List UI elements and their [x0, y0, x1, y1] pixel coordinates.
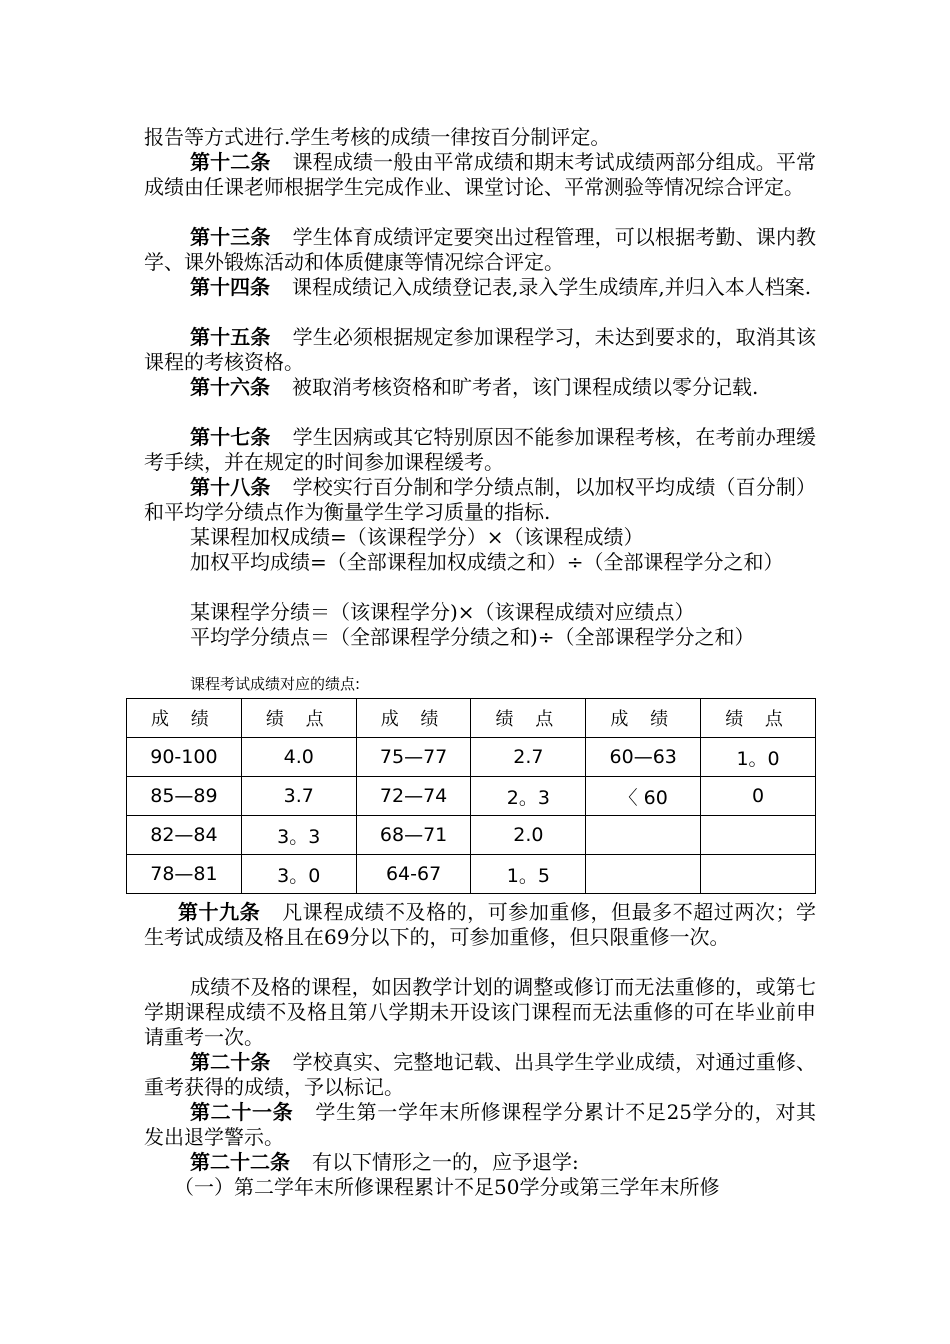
article-12 — [144, 150, 816, 200]
table-cell — [586, 816, 701, 855]
header-cell: 绩 点 — [241, 699, 356, 738]
table-cell: 68—71 — [356, 816, 471, 855]
table-cell: 3。0 — [241, 855, 356, 894]
article-15-title: 第十五条 — [190, 325, 271, 349]
table-row — [127, 816, 816, 855]
table-cell: 2。3 — [471, 777, 586, 816]
formula-weighted-score: 某课程加权成绩=（该课程学分）×（该课程成绩） — [190, 525, 644, 549]
article-18-text: 学校实行百分制和学分绩点制，以加权平均成绩（百分制）和平均学分绩点作为衡量学生学习质量的指标. — [144, 475, 817, 524]
table-cell: 3.7 — [241, 777, 356, 816]
table-cell: 72—74 — [356, 777, 471, 816]
article-18 — [144, 475, 816, 525]
article-20 — [144, 1050, 816, 1100]
table-cell — [586, 855, 701, 894]
table-cell: 〈 60 — [586, 777, 701, 816]
table-cell: 2.7 — [471, 738, 586, 777]
article-13-text: 学生体育成绩评定要突出过程管理，可以根据考勤、课内教学、课外锻炼活动和体质健康等情况综合评定。 — [144, 225, 817, 274]
table-cell: 78—81 — [127, 855, 242, 894]
article-17 — [144, 425, 816, 475]
formula-weighted-average: 加权平均成绩=（全部课程加权成绩之和）÷（全部课程学分之和） — [190, 550, 784, 574]
table-cell: 4.0 — [241, 738, 356, 777]
article-21 — [144, 1100, 816, 1150]
article-19-title: 第十九条 — [178, 900, 261, 924]
table-cell: 64-67 — [356, 855, 471, 894]
header-cell: 成 绩 — [356, 699, 471, 738]
article-22-item-1: （一）第二学年末所修课程累计不足50学分或第三学年末所修 — [174, 1175, 720, 1199]
table-row — [127, 777, 816, 816]
article-14-title: 第十四条 — [190, 275, 270, 299]
article-20-title: 第二十条 — [190, 1050, 271, 1074]
table-cell: 85—89 — [127, 777, 242, 816]
grade-point-table — [126, 698, 816, 894]
article-22-text: 有以下情形之一的，应予退学: — [312, 1150, 579, 1174]
article-14-text: 课程成绩记入成绩登记表,录入学生成绩库,并归入本人档案. — [292, 275, 812, 299]
table-cell: 2.0 — [471, 816, 586, 855]
table-cell — [701, 816, 816, 855]
article-15-text: 学生必须根据规定参加课程学习，未达到要求的，取消其该课程的考核资格。 — [144, 325, 817, 374]
table-cell: 1。0 — [701, 738, 816, 777]
article-21-title: 第二十一条 — [190, 1100, 294, 1124]
article-14 — [144, 275, 816, 300]
article-22 — [144, 1150, 816, 1175]
article-17-text: 学生因病或其它特别原因不能参加课程考核，在考前办理缓考手续，并在规定的时间参加课程缓考。 — [144, 425, 817, 474]
header-cell: 绩 点 — [471, 699, 586, 738]
article-13 — [144, 225, 816, 275]
article-16 — [144, 375, 816, 400]
paragraph-continuation: 报告等方式进行.学生考核的成绩一律按百分制评定。 — [144, 125, 611, 149]
header-cell: 成 绩 — [586, 699, 701, 738]
table-row — [127, 738, 816, 777]
table-cell: 3。3 — [241, 816, 356, 855]
article-13-title: 第十三条 — [190, 225, 271, 249]
article-19 — [144, 900, 816, 950]
article-22-title: 第二十二条 — [190, 1150, 290, 1174]
article-19-paragraph-2: 成绩不及格的课程，如因教学计划的调整或修订而无法重修的，或第七学期课程成绩不及格且第八学期未开设该门课程而无法重修的可在毕业前申请重考一次。 — [144, 975, 816, 1049]
article-16-text: 被取消考核资格和旷考者，该门课程成绩以零分记载. — [292, 375, 759, 399]
table-caption: 课程考试成绩对应的绩点: — [190, 675, 361, 693]
table-cell — [701, 855, 816, 894]
table-cell: 75—77 — [356, 738, 471, 777]
article-20-text: 学校真实、完整地记载、出具学生学业成绩，对通过重修、重考获得的成绩，予以标记。 — [144, 1050, 817, 1099]
header-cell: 成 绩 — [127, 699, 242, 738]
article-21-text: 学生第一学年末所修课程学分累计不足25学分的，对其发出退学警示。 — [144, 1100, 816, 1149]
article-15 — [144, 325, 816, 375]
article-16-title: 第十六条 — [190, 375, 270, 399]
table-cell: 90-100 — [127, 738, 242, 777]
article-18-title: 第十八条 — [190, 475, 271, 499]
table-cell: 0 — [701, 777, 816, 816]
article-17-title: 第十七条 — [190, 425, 271, 449]
table-header-row — [127, 699, 816, 738]
article-19-text: 凡课程成绩不及格的，可参加重修，但最多不超过两次；学生考试成绩及格且在69分以下的，可参加重修，但只限重修一次。 — [144, 900, 817, 949]
article-12-title: 第十二条 — [190, 150, 271, 174]
table-cell: 60—63 — [586, 738, 701, 777]
article-12-text: 课程成绩一般由平常成绩和期末考试成绩两部分组成。平常成绩由任课老师根据学生完成作业、课堂讨论、平常测验等情况综合评定。 — [144, 150, 817, 199]
header-cell: 绩 点 — [701, 699, 816, 738]
formula-credit-grade: 某课程学分绩＝（该课程学分)×（该课程成绩对应绩点） — [190, 600, 695, 624]
table-cell: 82—84 — [127, 816, 242, 855]
table-row — [127, 855, 816, 894]
formula-average-gpa: 平均学分绩点＝（全部课程学分绩之和)÷（全部课程学分之和） — [190, 625, 755, 649]
table-cell: 1。5 — [471, 855, 586, 894]
